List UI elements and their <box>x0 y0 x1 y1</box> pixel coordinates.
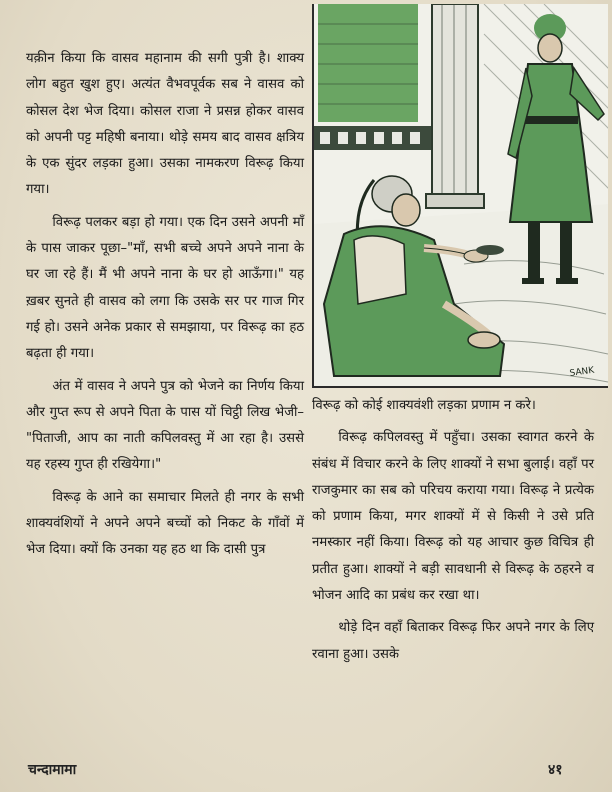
paragraph: यक़ीन किया कि वासव महानाम की सगी पुत्री है। शाक्य लोग बहुत खुश हुए। अत्यंत वैभवपूर्वक सब ने वासव को कोसल देश भेज दिया। कोसल राजा ने प्रसन्न होकर वासव को अपनी पट्ट महिषी बनाया। थोड़े समय बाद वासव क्षत्रिय के एक सुंदर लड़का हुआ। उसका नामकरण विरूढ़ किया गया। <box>26 51 304 198</box>
left-text-column <box>26 46 304 564</box>
paragraph: विरूढ़ के आने का समाचार मिलते ही नगर के सभी शाक्यवंशियों ने अपने अपने बच्चों को निकट के गाँवों में भेज दिया। क्यों कि उनका यह हठ था कि दासी पुत्र <box>26 489 304 558</box>
magazine-title: चन्दामामा <box>28 762 77 778</box>
paragraph: अंत में वासव ने अपने पुत्र को भेजने का निर्णय किया और गुप्त रूप से अपने पिता के पास यों चिट्ठी लिख भेजी– "पिताजी, आप का नाती कपिलवस्तु में आ रहा है। उससे यह रहस्य गुप्त ही रखियेगा।" <box>26 378 304 473</box>
paragraph: विरूढ़ को कोई शाक्यवंशी लड़का प्रणाम न करे। <box>312 398 536 413</box>
artist-signature: SANK <box>569 365 595 379</box>
pillar <box>432 4 478 204</box>
illustration-svg <box>314 4 608 388</box>
paragraph: थोड़े दिन वहाँ बिताकर विरूढ़ फिर अपने नगर के लिए रवाना हुआ। उसके <box>312 620 594 662</box>
page-number: ४१ <box>548 762 563 778</box>
right-text-column <box>312 393 594 668</box>
paragraph: विरूढ़ कपिलवस्तु में पहुँचा। उसका स्वागत करने के संबंध में विचार करने के लिए शाक्यों ने सभा बुलाई। वहाँ पर राजकुमार का सब को परिचय कराया गया। विरूढ़ ने प्रत्येक को प्रणाम किया, मगर शाक्यों में से किसी ने उसे प्रति नमस्कार नहीं किया। विरूढ़ को यह आचार कुछ विचित्र ही प्रतीत हुआ। शाक्यों ने बड़ी सावधानी से विरूढ़ के ठहरने व भोजन आदि का प्रबंध कर रखा था। <box>312 430 594 604</box>
story-illustration <box>312 4 608 388</box>
paragraph: विरूढ़ पलकर बड़ा हो गया। एक दिन उसने अपनी माँ के पास जाकर पूछा–"माँ, सभी बच्चे अपने अपने नाना के घर जा रहे हैं। मैं भी अपने नाना के घर हो आऊँगा।" यह ख़बर सुनते ही वासव को लगा कि उसके सर पर गाज गिर गई हो। उसने अनेक प्रकार से समझाया, पर विरूढ़ का हठ बढ़ता ही गया। <box>26 214 304 362</box>
